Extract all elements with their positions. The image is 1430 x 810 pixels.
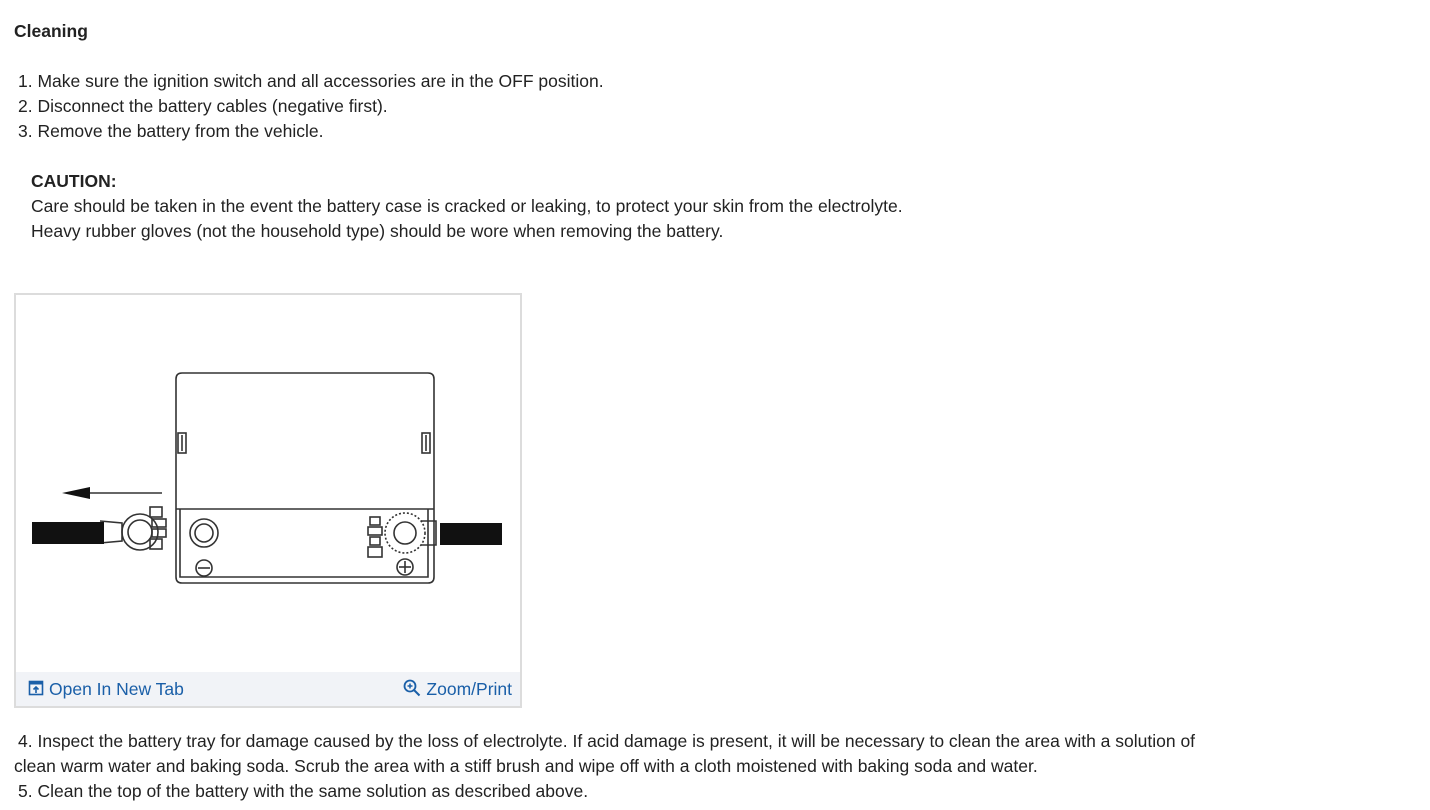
step-number: 2.: [18, 96, 33, 116]
zoom-in-icon: [403, 679, 421, 697]
step-text: Make sure the ignition switch and all accessories are in the OFF position.: [37, 71, 604, 91]
step-5: [18, 779, 588, 804]
open-in-new-tab-label: Open In New Tab: [49, 679, 184, 699]
battery-diagram: [16, 295, 520, 671]
step-2: [18, 94, 388, 119]
caution-text-2: Heavy rubber gloves (not the household type) should be wore when removing the battery.: [31, 221, 724, 241]
step-number: 1.: [18, 71, 33, 91]
battery-removal-figure: [14, 293, 522, 708]
step-1: [18, 69, 604, 94]
caution-text-1: Care should be taken in the event the battery case is cracked or leaking, to protect your skin from the electrolyte.: [31, 196, 903, 216]
step-text: Remove the battery from the vehicle.: [37, 121, 324, 141]
step-text: Clean the top of the battery with the same solution as described above.: [37, 781, 589, 801]
open-in-new-tab-icon: [28, 680, 44, 696]
step-4-continued: clean warm water and baking soda. Scrub the area with a stiff brush and wipe off with a cloth moistened with baking soda and water.: [14, 756, 1038, 776]
zoom-print-label: Zoom/Print: [426, 679, 512, 699]
step-number: 5.: [18, 781, 33, 801]
step-4: [18, 729, 1195, 754]
zoom-print-link[interactable]: [403, 676, 512, 702]
step-text: Inspect the battery tray for damage caused by the loss of electrolyte. If acid damage is present, it will be necessary to clean the area with a solution of: [37, 731, 1196, 751]
step-text: Disconnect the battery cables (negative first).: [37, 96, 388, 116]
figure-toolbar: [16, 672, 520, 706]
step-number: 3.: [18, 121, 33, 141]
section-title: Cleaning: [14, 21, 88, 41]
open-in-new-tab-link[interactable]: [28, 676, 184, 702]
step-number: 4.: [18, 731, 33, 751]
caution-label: CAUTION:: [31, 171, 117, 191]
step-3: [18, 119, 323, 144]
